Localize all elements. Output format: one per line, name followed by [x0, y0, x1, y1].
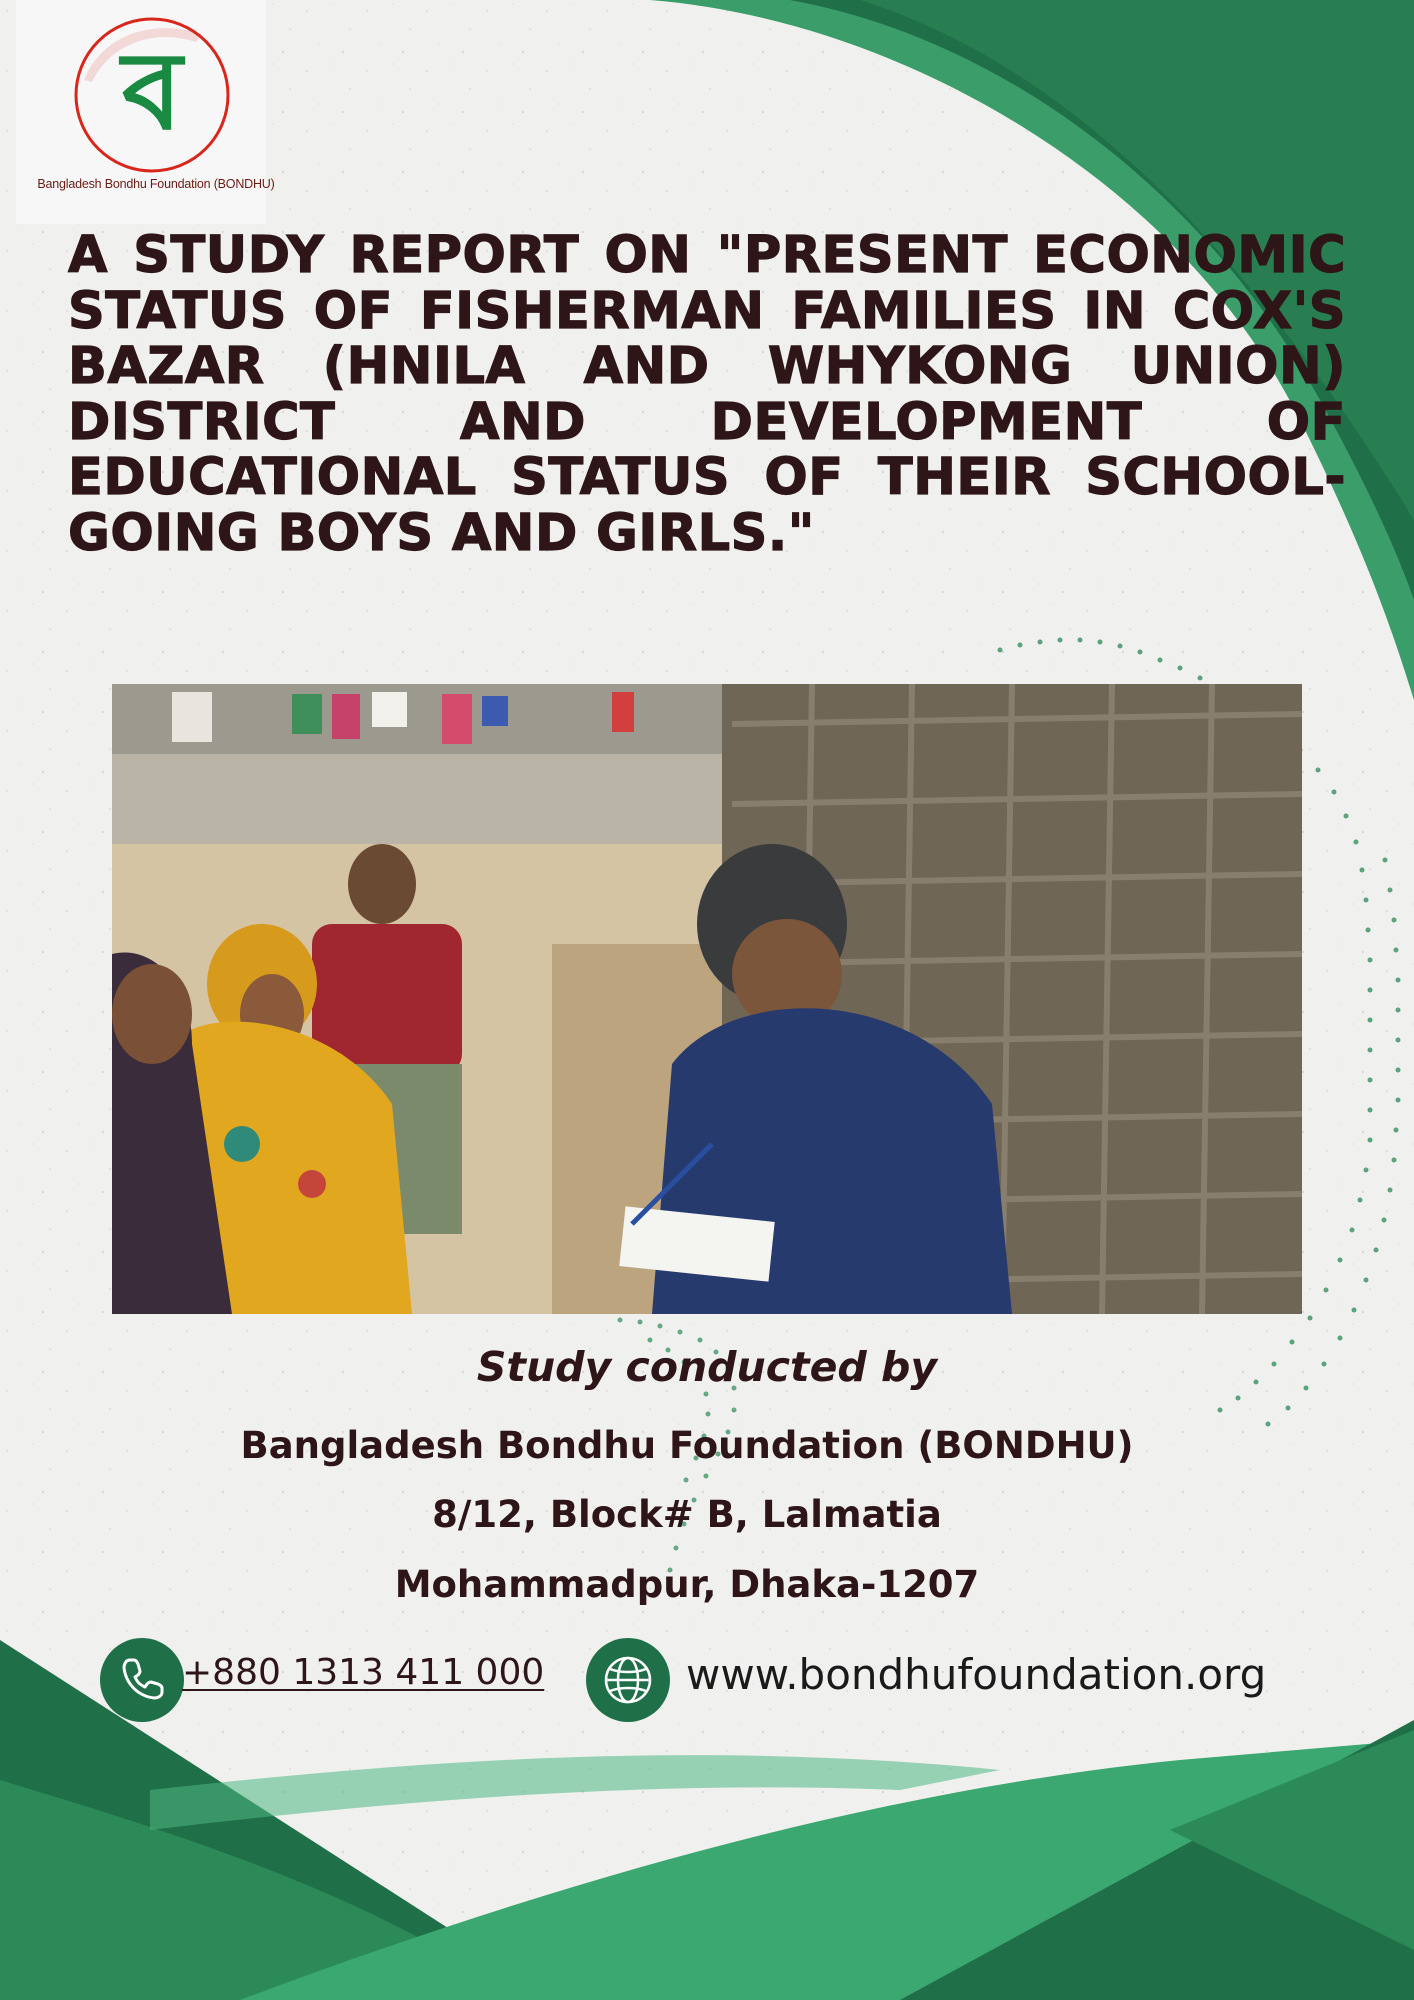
globe-icon: [586, 1638, 670, 1722]
bondhu-logo: [62, 10, 242, 180]
logo-caption: Bangladesh Bondhu Foundation (BONDHU): [37, 177, 275, 191]
report-title: A STUDY REPORT ON "PRESENT ECONOMIC STATUS OF FISHERMAN FAMILIES IN COX'S BAZAR (HNILA AND WHYKONG UNION) DISTRICT AND DEVELOPMENT OF EDUCATIONAL STATUS OF THEIR SCHOOL-GOING BOYS AND GIRLS.": [68, 226, 1346, 563]
field-survey-photo: [112, 684, 1302, 1314]
conducted-heading: Study conducted by: [476, 1343, 938, 1391]
website-link[interactable]: www.bondhufoundation.org: [686, 1650, 1267, 1699]
organization-name: Bangladesh Bondhu Foundation (BONDHU): [240, 1424, 1134, 1467]
phone-icon: [100, 1638, 184, 1722]
logo-letter: ব: [121, 29, 183, 154]
address-line-2: Mohammadpur, Dhaka-1207: [394, 1563, 980, 1606]
phone-link[interactable]: +880 1313 411 000: [182, 1652, 545, 1693]
address-line-1: 8/12, Block# B, Lalmatia: [432, 1493, 942, 1536]
logo-panel: [16, 0, 275, 224]
